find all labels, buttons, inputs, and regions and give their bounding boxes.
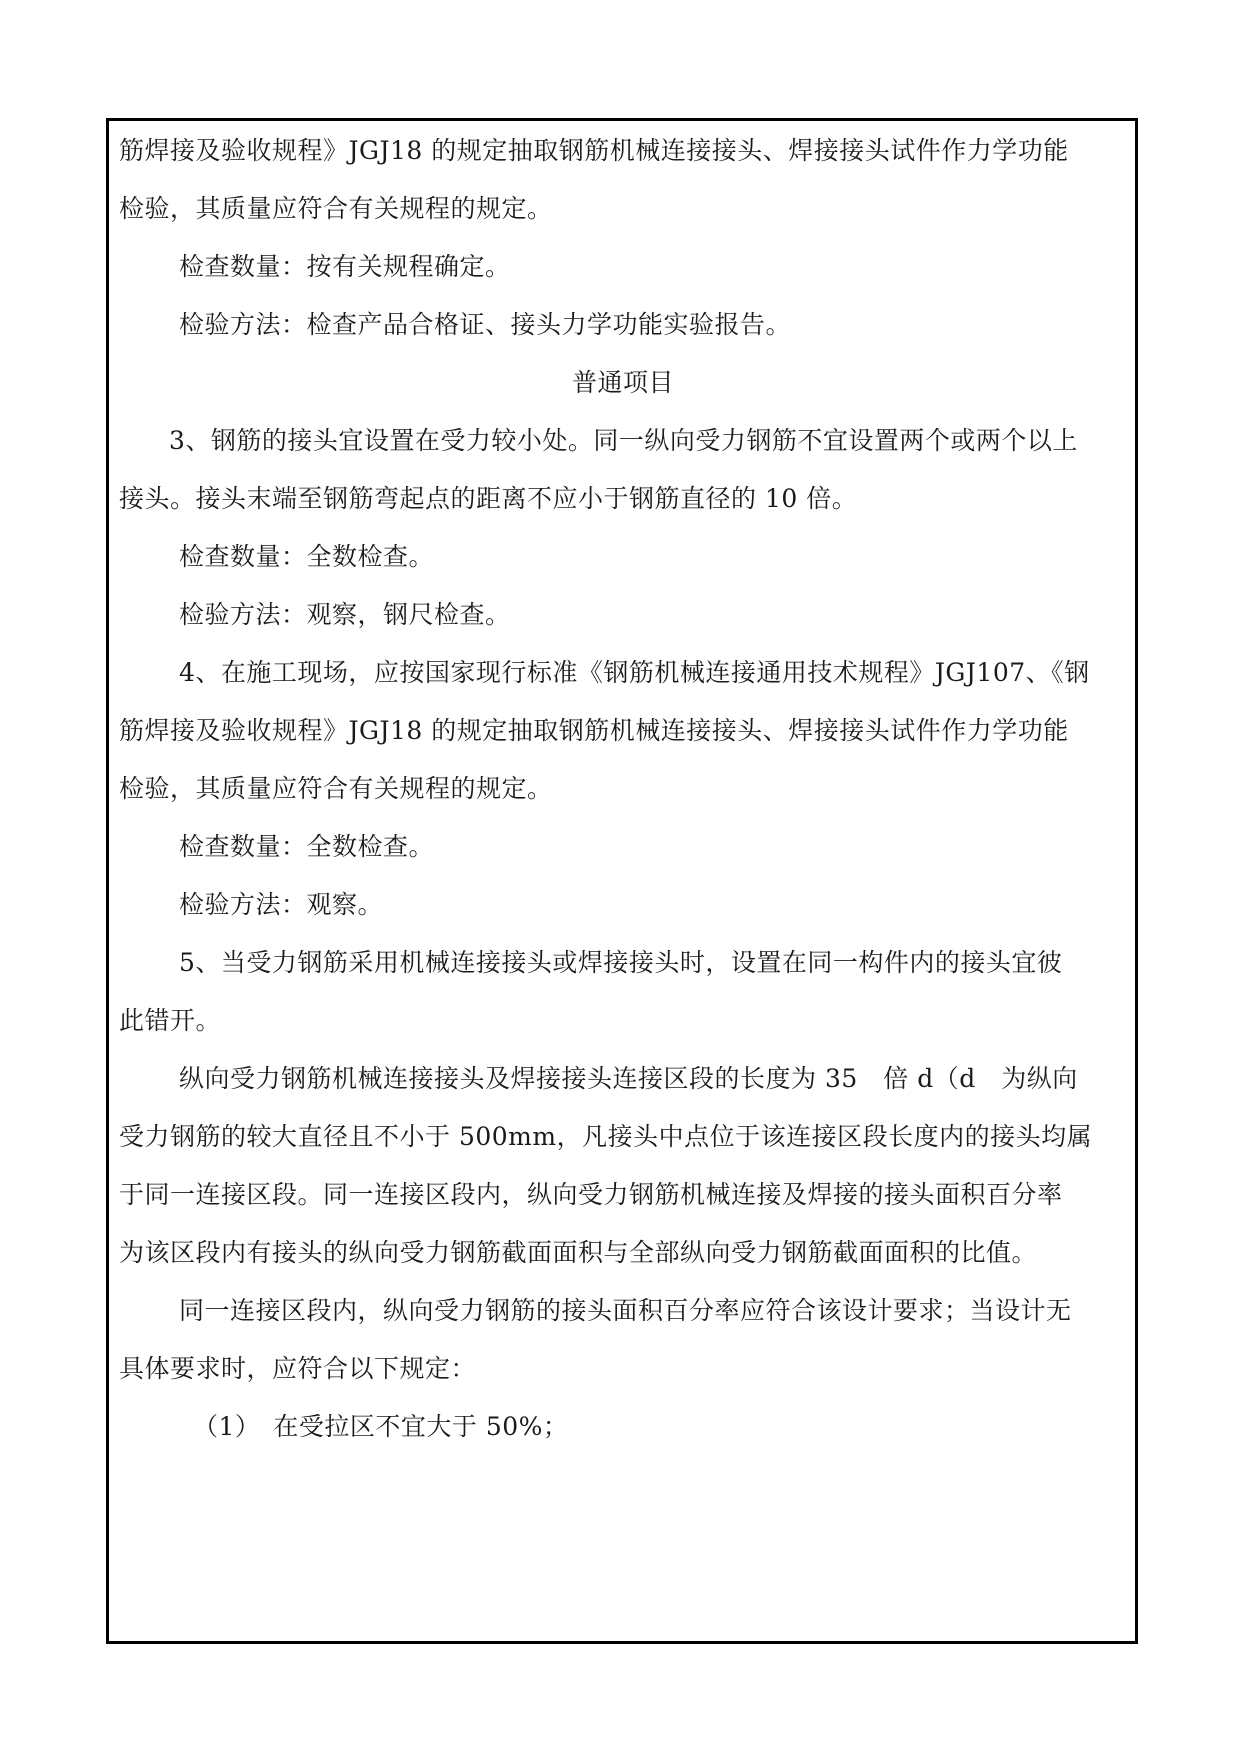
page-frame (106, 118, 1138, 1644)
text-line: 同一连接区段内，纵向受力钢筋的接头面积百分率应符合该设计要求；当设计无 (179, 1296, 1072, 1325)
text-line: 筋焊接及验收规程》JGJ18 的规定抽取钢筋机械连接接头、焊接接头试件作力学功能 (119, 716, 1069, 745)
text-line: 4、在施工现场，应按国家现行标准《钢筋机械连接通用技术规程》JGJ107、《钢 (179, 658, 1090, 687)
text-line: 筋焊接及验收规程》JGJ18 的规定抽取钢筋机械连接接头、焊接接头试件作力学功能 (119, 136, 1069, 165)
section-heading: 普通项目 (571, 368, 674, 397)
text-line: 具体要求时，应符合以下规定： (119, 1354, 477, 1383)
text-line: 纵向受力钢筋机械连接接头及焊接接头连接区段的长度为 35 倍 d（d 为纵向 (179, 1064, 1078, 1093)
list-item: （1） 在受拉区不宜大于 50%； (193, 1412, 569, 1441)
text-line: 受力钢筋的较大直径且不小于 500mm，凡接头中点位于该连接区段长度内的接头均属 (119, 1122, 1093, 1151)
text-line: 于同一连接区段。同一连接区段内，纵向受力钢筋机械连接及焊接的接头面积百分率 (119, 1180, 1063, 1209)
text-line: 检验，其质量应符合有关规程的规定。 (119, 774, 553, 803)
text-line: 检验方法：检查产品合格证、接头力学功能实验报告。 (179, 310, 792, 339)
text-line: 为该区段内有接头的纵向受力钢筋截面面积与全部纵向受力钢筋截面面积的比值。 (119, 1238, 1038, 1267)
text-line: 检验方法：观察，钢尺检查。 (179, 600, 511, 629)
text-line: 检查数量：全数检查。 (179, 832, 435, 861)
text-line: 检查数量：全数检查。 (179, 542, 435, 571)
text-line: 此错开。 (119, 1006, 222, 1035)
text-line: 检验，其质量应符合有关规程的规定。 (119, 194, 553, 223)
text-line: 接头。接头末端至钢筋弯起点的距离不应小于钢筋直径的 10 倍。 (119, 484, 858, 513)
text-line: 3、钢筋的接头宜设置在受力较小处。同一纵向受力钢筋不宜设置两个或两个以上 (169, 426, 1078, 455)
text-line: 检查数量：按有关规程确定。 (179, 252, 511, 281)
text-line: 检验方法：观察。 (179, 890, 384, 919)
text-line: 5、当受力钢筋采用机械连接接头或焊接接头时，设置在同一构件内的接头宜彼 (179, 948, 1063, 977)
